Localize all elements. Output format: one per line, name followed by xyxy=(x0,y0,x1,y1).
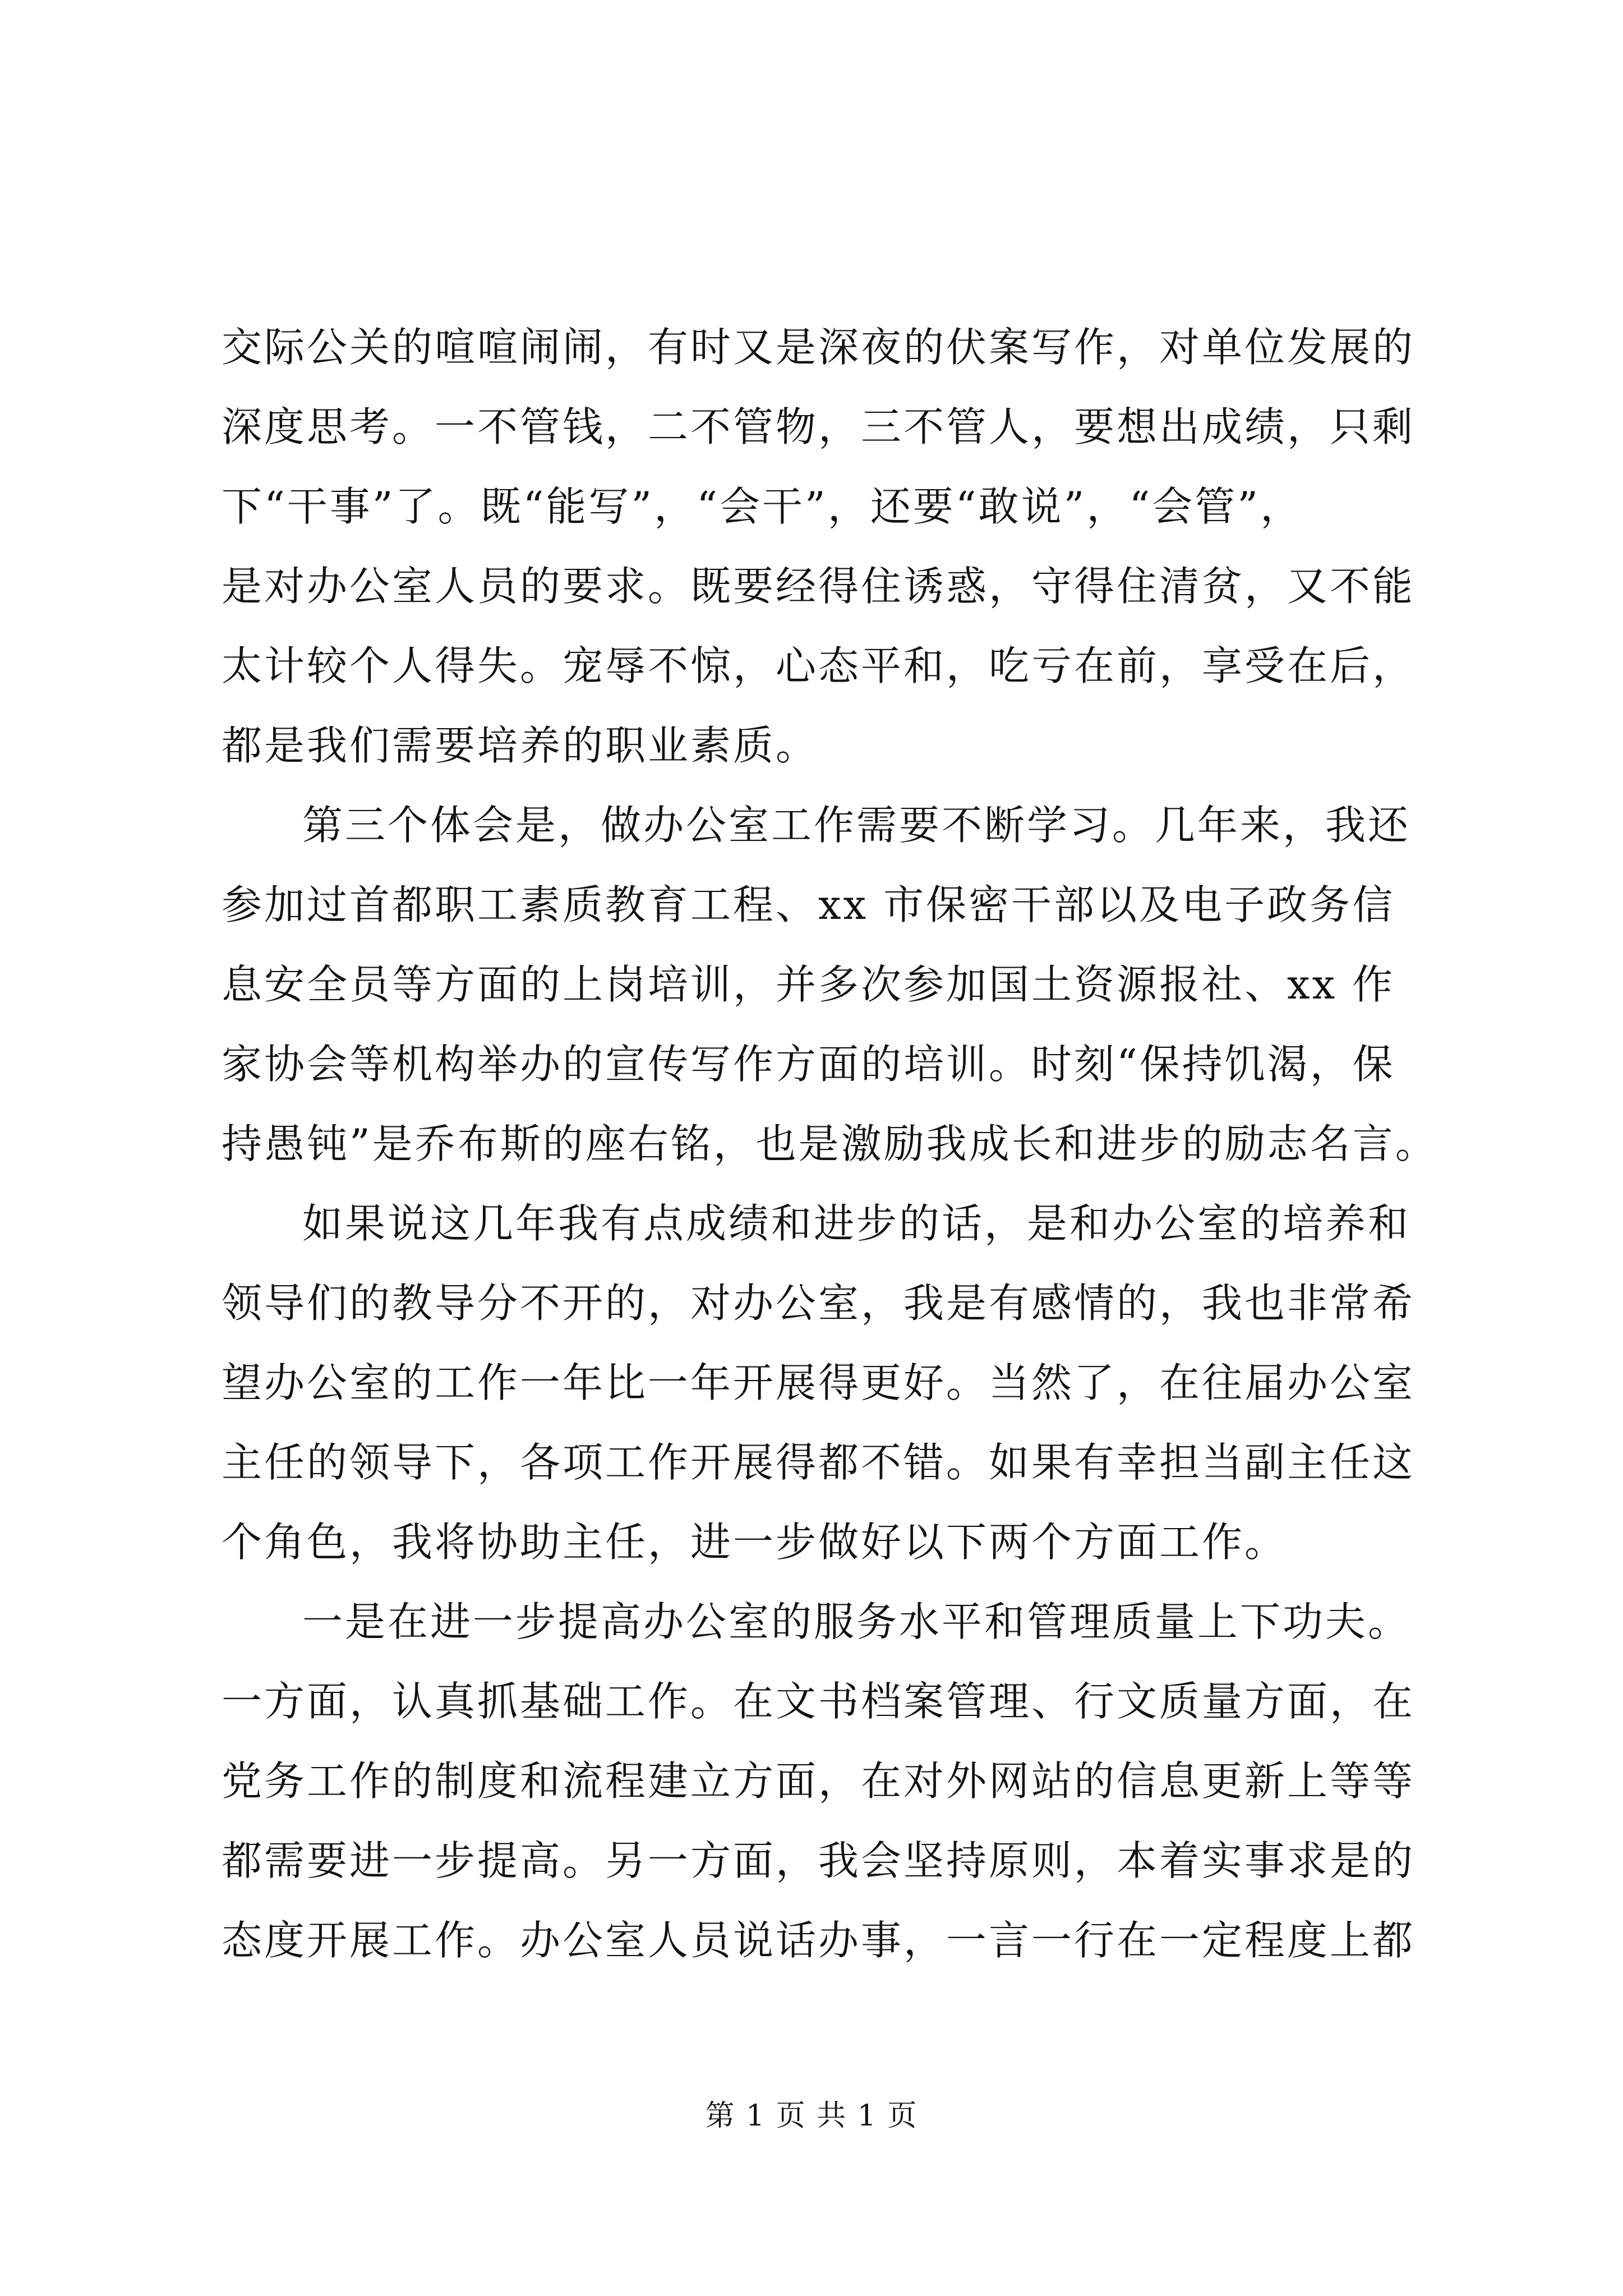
text-line: 深度思考。一不管钱，二不管物，三不管人，要想出成绩，只剩 xyxy=(222,403,1415,450)
text-line: 一是在进一步提高办公室的服务水平和管理质量上下功夫。 xyxy=(302,1598,1411,1645)
text-line: 息安全员等方面的上岗培训，并多次参加国土资源报社、xx 作 xyxy=(222,961,1395,1008)
text-line: 个角色，我将协助主任，进一步做好以下两个方面工作。 xyxy=(222,1519,1288,1566)
text-line: 都是我们需要培养的职业素质。 xyxy=(222,722,819,769)
paragraph-1 xyxy=(222,307,1415,785)
text-line: 主任的领导下，各项工作开展得都不错。如果有幸担当副主任这 xyxy=(222,1439,1415,1486)
text-line: 太计较个人得失。宠辱不惊，心态平和，吃亏在前，享受在后， xyxy=(222,642,1415,689)
text-line: 家协会等机构举办的宣传写作方面的培训。时刻“保持饥渴，保 xyxy=(222,1041,1395,1088)
text-line: 领导们的教导分不开的，对办公室，我是有感情的，我也非常希 xyxy=(222,1280,1415,1327)
text-line: 一方面，认真抓基础工作。在文书档案管理、行文质量方面，在 xyxy=(222,1678,1415,1725)
text-line: 党务工作的制度和流程建立方面，在对外网站的信息更新上等等 xyxy=(222,1757,1415,1805)
text-line: 望办公室的工作一年比一年开展得更好。当然了，在往届办公室 xyxy=(222,1359,1415,1406)
paragraph-2 xyxy=(222,785,1438,1184)
text-line: 第三个体会是，做办公室工作需要不断学习。几年来，我还 xyxy=(302,802,1411,849)
document-body xyxy=(222,307,1438,1980)
paragraph-4 xyxy=(222,1582,1415,1980)
text-line: 是对办公室人员的要求。既要经得住诱惑，守得住清贫，又不能 xyxy=(222,563,1415,610)
paragraph-3 xyxy=(222,1184,1415,1582)
text-line: 态度开展工作。办公室人员说话办事，一言一行在一定程度上都 xyxy=(222,1917,1415,1964)
text-line: 都需要进一步提高。另一方面，我会坚持原则，本着实事求是的 xyxy=(222,1837,1415,1884)
text-line: 参加过首都职工素质教育工程、xx 市保密干部以及电子政务信 xyxy=(222,881,1395,928)
text-line: 下“干事”了。既“能写”，“会干”，还要“敢说”，“会管”， xyxy=(222,483,1303,530)
page-number-footer: 第 1 页 共 1 页 xyxy=(705,2099,918,2133)
text-line: 如果说这几年我有点成绩和进步的话，是和办公室的培养和 xyxy=(302,1200,1411,1247)
text-line: 持愚钝”是乔布斯的座右铭，也是激励我成长和进步的励志名言。 xyxy=(222,1120,1438,1167)
text-line: 交际公关的喧喧闹闹，有时又是深夜的伏案写作，对单位发展的 xyxy=(222,324,1415,371)
